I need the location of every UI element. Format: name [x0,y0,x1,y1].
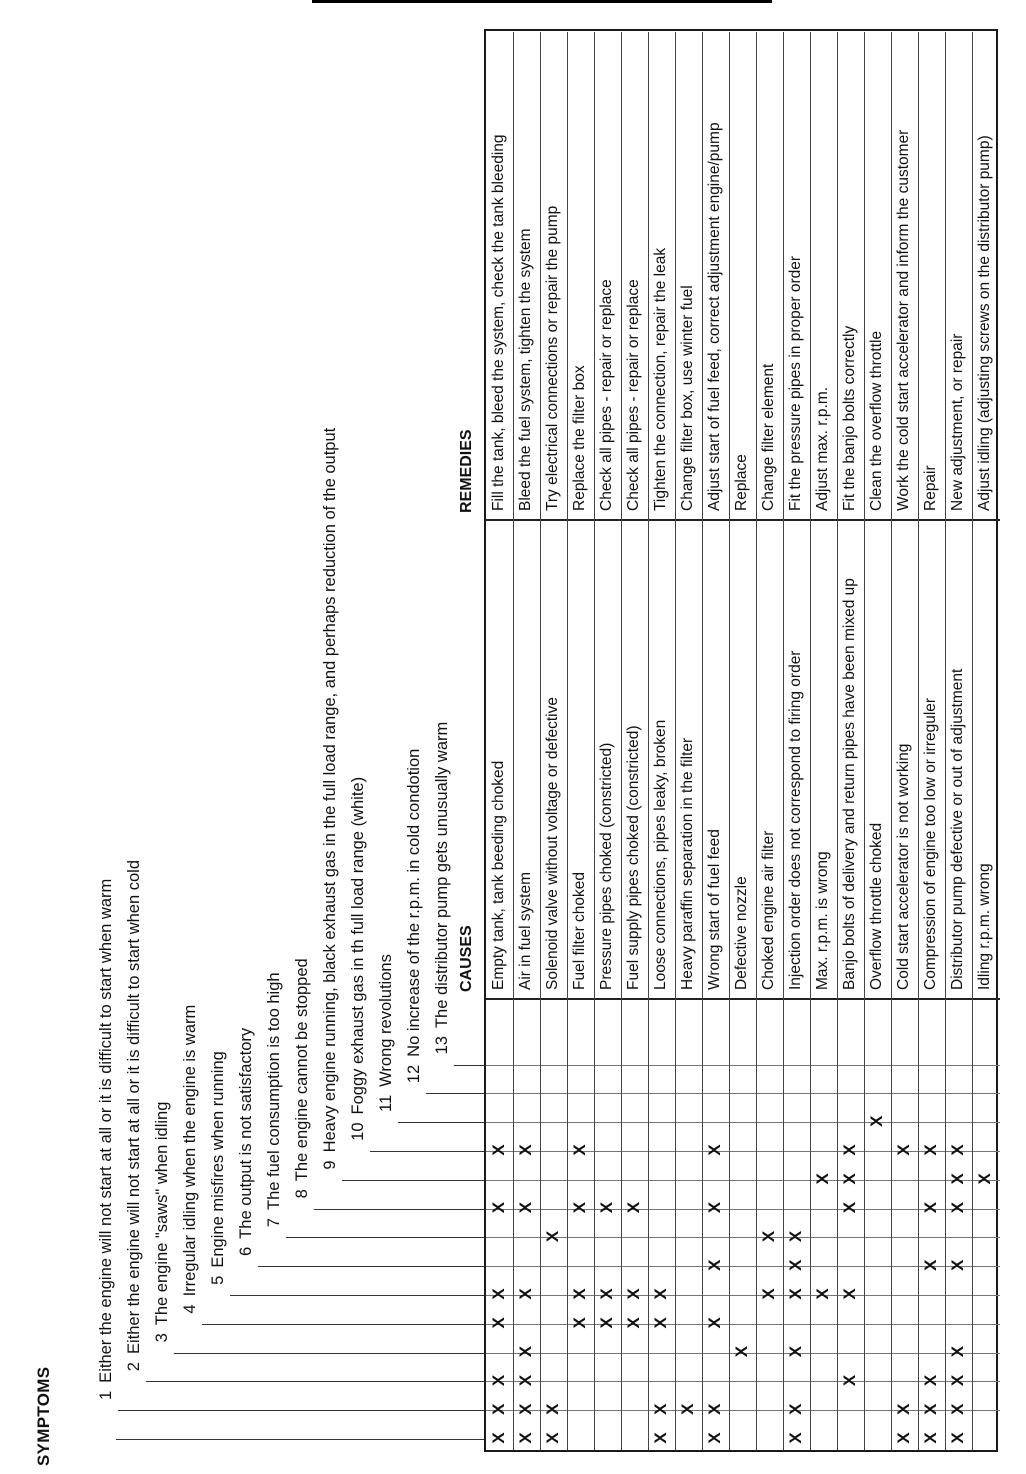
symptom-column-divider [146,1381,484,1382]
remedy-cell: Repair [922,465,939,511]
table-row [540,32,567,1450]
symptom-mark-6: X [489,1288,508,1300]
symptom-12 [404,749,424,1084]
causes-remedies-table [458,29,998,1452]
symptom-mark-2: X [786,1403,805,1415]
cause-cell: Overflow throttle choked [868,822,885,990]
symptom-mark-9: X [489,1201,508,1214]
table-row [513,32,540,1450]
symptom-text: The distributor pump gets unusually warm [433,721,451,1029]
remedy-cell: Try electrical connections or repair the pump [544,205,561,511]
symptom-number: 1 [97,1390,115,1400]
symptom-number: 8 [293,1189,311,1199]
symptom-column-divider [370,1151,484,1152]
table-row [810,32,837,1450]
symptom-column-divider [398,1122,484,1123]
symptom-mark-9: X [948,1201,967,1214]
symptom-column-divider [230,1295,484,1296]
symptom-text: The engine "saws" when idling [153,1101,171,1326]
symptom-column-divider [454,1065,484,1066]
symptom-mark-9: X [570,1201,589,1214]
cause-cell: Fuel supply pipes choked (constricted) [625,725,642,990]
symptom-mark-6: X [597,1288,616,1300]
symptom-mark-1: X [651,1432,670,1444]
causes-header: CAUSES [458,925,475,992]
remedy-cell: Tighten the connection, repair the leak [652,247,669,511]
table-row [837,32,864,1450]
cause-cell: Heavy paraffin separation in the filter [679,737,696,990]
symptom-number: 9 [321,1160,339,1170]
symptom-text: Foggy exhaust gas in th full load range (white) [349,776,367,1115]
symptom-text: Engine misfires when running [209,1051,227,1268]
symptom-mark-1: X [921,1432,940,1444]
remedy-cell: Work the cold start accelerator and inform the customer [895,129,912,511]
cause-cell: Idling r.p.m. wrong [976,863,993,990]
cause-cell: Air in fuel system [517,871,534,990]
symptom-mark-6: X [840,1288,859,1300]
symptom-mark-5: X [570,1317,589,1329]
symptom-mark-2: X [516,1403,535,1415]
symptom-column-divider [258,1266,484,1267]
symptom-mark-1: X [543,1432,562,1444]
table-row [972,32,999,1450]
symptom-mark-9: X [705,1201,724,1214]
symptom-mark-1: X [786,1432,805,1444]
cause-cell: Loose connections, pipes leaky, broken [652,719,669,990]
cause-cell: Banjo bolts of delivery and return pipes have been mixed up [841,578,858,990]
symptom-text: The output is not satisfactory [237,1027,255,1239]
symptom-mark-5: X [651,1317,670,1329]
remedy-cell: Adjust start of fuel feed, correct adjustment engine/pump [706,122,723,511]
table-row [675,32,702,1450]
remedy-cell: Check all pipes - repair or replace [598,279,615,511]
symptom-number: 6 [237,1246,255,1256]
symptom-column-divider [118,1410,484,1411]
symptom-mark-11: X [894,1144,913,1156]
symptom-mark-8: X [786,1230,805,1243]
symptom-text: Irregular idling when the engine is warm [181,1004,199,1297]
symptom-mark-10: X [975,1173,994,1185]
symptom-number: 12 [405,1064,423,1084]
symptom-mark-6: X [516,1288,535,1300]
symptom-column-divider [426,1093,484,1094]
symptom-8 [292,958,312,1198]
cause-cell: Injection order does not correspond to firing order [787,650,804,990]
symptom-mark-1: X [894,1432,913,1444]
symptom-mark-11: X [489,1144,508,1156]
remedy-cell: Clean the overflow throttle [868,330,885,511]
symptom-mark-9: X [597,1201,616,1214]
symptom-text: The fuel consumption is too high [265,972,283,1211]
table-row [567,32,594,1450]
symptom-mark-1: X [516,1432,535,1444]
remedy-cell: Change filter box, use winter fuel [679,285,696,511]
symptom-mark-7: X [921,1259,940,1271]
symptom-mark-9: X [516,1201,535,1214]
symptom-1 [96,879,116,1400]
symptom-mark-7: X [786,1259,805,1271]
symptom-number: 10 [349,1122,367,1141]
symptom-number: 5 [209,1275,227,1285]
symptom-number: 2 [125,1362,143,1372]
remedy-cell: Fit the pressure pipes in proper order [787,255,804,511]
symptom-mark-3: X [948,1374,967,1387]
symptom-mark-2: X [948,1403,967,1415]
symptom-mark-4: X [948,1345,967,1358]
remedy-cell: Fit the banjo bolts correctly [841,325,858,511]
symptom-mark-9: X [624,1201,643,1214]
symptom-mark-8: X [759,1230,778,1243]
cause-cell: Max. r.p.m. is wrong [814,851,831,990]
cause-cell: Cold start accelerator is not working [895,743,912,990]
remedy-cell: Fill the tank, bleed the system, check the tank bleeding [490,134,507,511]
symptom-text: Wrong revolutions [377,954,395,1087]
symptom-mark-2: X [651,1403,670,1415]
remedy-cell: New adjustment, or repair [949,333,966,511]
symptom-text: The engine cannot be stopped [293,958,311,1182]
symptom-mark-6: X [786,1288,805,1300]
symptom-mark-10: X [948,1173,967,1185]
symptom-7 [264,972,284,1227]
table-row [891,32,918,1450]
remedy-cell: Check all pipes - repair or replace [625,279,642,511]
table-row [918,32,945,1450]
symptom-mark-2: X [489,1403,508,1415]
symptom-column-divider [286,1237,484,1238]
symptom-mark-10: X [813,1173,832,1185]
symptom-column-divider [116,1439,484,1440]
cause-cell: Empty tank, tank beeding choked [490,760,507,990]
symptom-mark-3: X [489,1374,508,1387]
cause-cell: Choked engine air filter [760,830,777,990]
remedy-cell: Change filter element [760,363,777,511]
symptom-mark-4: X [786,1345,805,1358]
symptom-text: No increase of the r.p.m. in cold condotion [405,748,423,1057]
symptom-mark-11: X [948,1144,967,1156]
symptom-mark-6: X [624,1288,643,1300]
symptom-number: 4 [181,1304,199,1314]
remedy-cell: Replace the filter box [571,365,588,511]
symptom-9 [320,428,340,1170]
table-row [621,32,648,1450]
symptom-mark-12: X [867,1115,886,1127]
symptom-mark-6: X [813,1288,832,1300]
symptom-column-divider [314,1209,484,1210]
symptom-mark-11: X [840,1144,859,1156]
symptom-5 [208,1051,228,1285]
symptom-mark-2: X [705,1403,724,1415]
symptom-mark-4: X [516,1345,535,1358]
symptom-number: 3 [153,1333,171,1343]
symptom-number: 13 [433,1036,451,1055]
symptoms-title: SYMPTOMS [34,1366,53,1466]
symptom-column-divider [342,1180,484,1181]
table-row [648,32,675,1450]
cause-cell: Compression of engine too low or irreguler [922,697,939,990]
symptom-mark-2: X [678,1403,697,1415]
symptom-mark-3: X [921,1374,940,1387]
symptom-number: 7 [265,1218,283,1228]
symptom-mark-11: X [705,1144,724,1156]
cause-cell: Pressure pipes choked (constricted) [598,742,615,990]
symptom-text: Heavy engine running, black exhaust gas in the full load range, and perhaps reduction of the output [321,427,339,1153]
symptom-mark-6: X [651,1288,670,1300]
table-row [945,32,972,1450]
symptom-column-divider [174,1353,484,1354]
symptom-mark-6: X [759,1288,778,1300]
symptom-mark-1: X [948,1432,967,1444]
symptom-mark-6: X [570,1288,589,1300]
symptom-mark-11: X [921,1144,940,1156]
remedies-header: REMEDIES [458,429,475,513]
symptom-mark-5: X [624,1317,643,1329]
symptom-number: 11 [377,1094,395,1112]
symptom-text: Either the engine will not start at all or it is difficult to start when warm [97,878,115,1383]
symptom-mark-2: X [894,1403,913,1415]
symptom-mark-5: X [489,1317,508,1329]
table-row [864,32,891,1450]
remedy-cell: Adjust idling (adjusting screws on the distributor pump) [976,135,993,511]
table-row [729,32,756,1450]
symptom-mark-11: X [570,1144,589,1156]
symptom-mark-3: X [516,1374,535,1387]
cause-cell: Defective nozzle [733,876,750,990]
table-row [783,32,810,1450]
symptom-mark-2: X [921,1403,940,1415]
symptom-mark-5: X [705,1317,724,1329]
symptom-mark-5: X [597,1317,616,1329]
symptom-mark-9: X [840,1201,859,1214]
remedy-cell: Adjust max. r.p.m. [814,386,831,511]
cause-cell: Wrong start of fuel feed [706,829,723,990]
symptom-6 [236,1028,256,1256]
symptom-mark-11: X [516,1144,535,1156]
remedy-cell: Replace [733,454,750,511]
symptom-column-divider [202,1324,484,1325]
symptom-mark-7: X [705,1259,724,1271]
cause-cell: Solenoid valve without voltage or defective [544,697,561,990]
symptom-mark-4: X [732,1345,751,1358]
table-row [702,32,729,1450]
symptom-2 [124,860,144,1371]
cause-cell: Fuel filter choked [571,871,588,990]
table-row [486,32,513,1450]
symptom-3 [152,1102,172,1343]
symptom-mark-7: X [948,1259,967,1271]
symptom-10 [348,777,368,1141]
symptom-mark-8: X [543,1230,562,1243]
symptom-mark-1: X [705,1432,724,1444]
remedy-cell: Bleed the fuel system, tighten the system [517,228,534,511]
symptom-13 [432,722,452,1055]
symptom-11 [376,954,396,1112]
symptom-mark-2: X [543,1403,562,1415]
symptom-mark-1: X [489,1432,508,1444]
table-row [756,32,783,1450]
symptom-mark-3: X [840,1374,859,1387]
symptom-mark-9: X [921,1201,940,1214]
cause-cell: Distributor pump defective or out of adjustment [949,668,966,990]
symptom-mark-10: X [840,1173,859,1185]
symptom-text: Either the engine will not start at all or it is difficult to start when cold [125,859,143,1355]
symptom-4 [180,1005,200,1314]
table-row [594,32,621,1450]
